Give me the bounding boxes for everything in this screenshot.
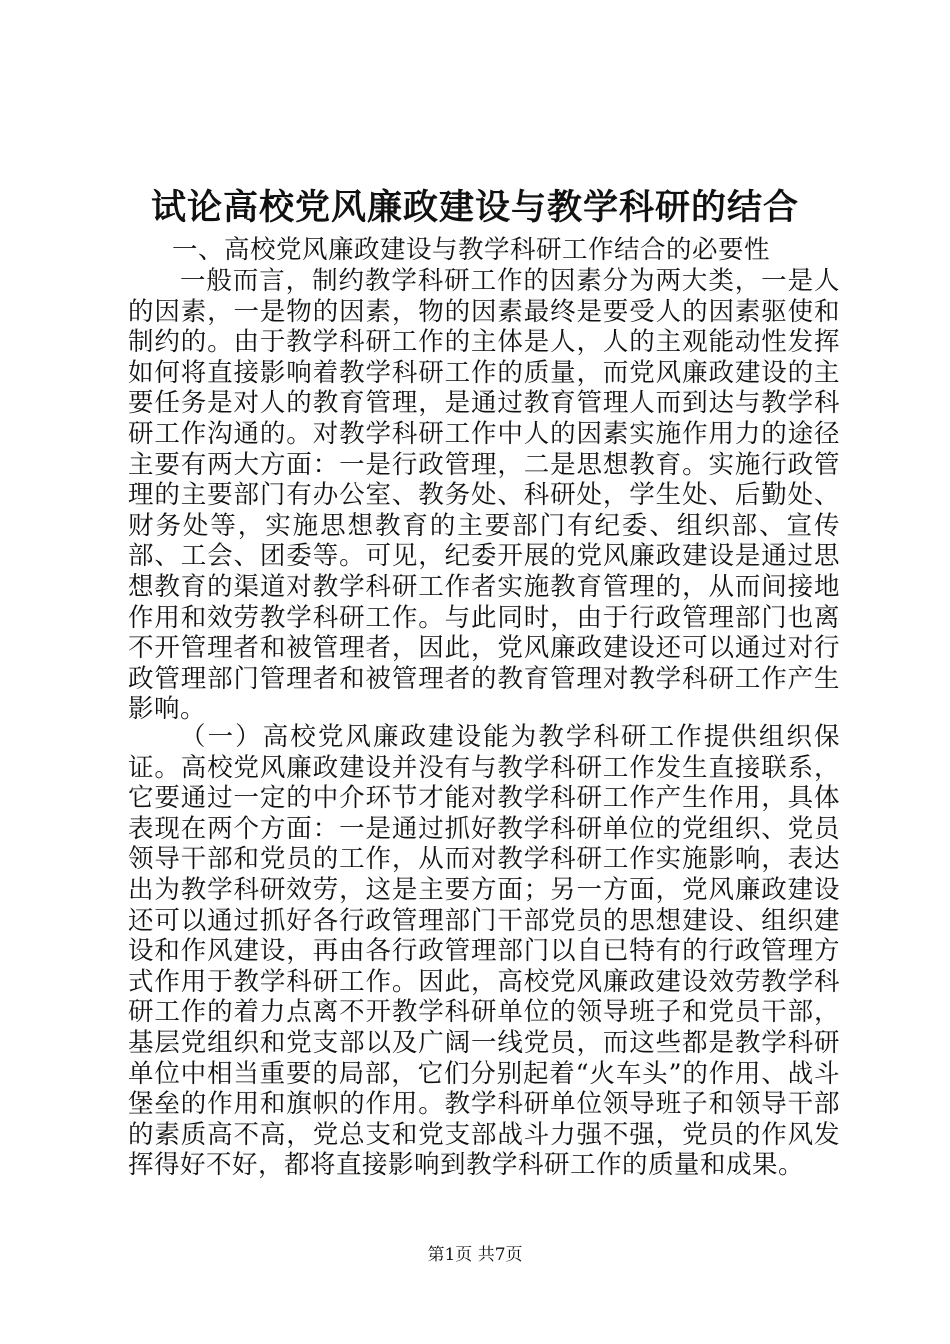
- document-title: 试论高校党风廉政建设与教学科研的结合: [150, 187, 799, 228]
- paragraph-1: 一般而言，制约教学科研工作的因素分为两大类，一是人的因素，一是物的因素，物的因素最终是要受人的因素驱使和制约的。由于教学科研工作的主体是人，人的主观能动性发挥如何将直接影响着教学科研工作的质量，而党风廉政建设的主要任务是对人的教育管理，是通过教育管理人而到达与教学科研工作沟通的。对教学科研工作中人的因素实施作用力的途径主要有两大方面：一是行政管理，二是思想教育。实施行政管理的主要部门有办公室、教务处、科研处，学生处、后勤处、财务处等，实施思想教育的主要部门有纪委、组织部、宣传部、工会、团委等。可见，纪委开展的党风廉政建设是通过思想教育的渠道对教学科研工作者实施教育管理的，从而间接地作用和效劳教学科研工作。与此同时，由于行政管理部门也离不开管理者和被管理者，因此，党风廉政建设还可以通过对行政管理部门管理者和被管理者的教育管理对教学科研工作产生影响。: [128, 266, 840, 725]
- paragraph-2: （一）高校党风廉政建设能为教学科研工作提供组织保证。高校党风廉政建设并没有与教学科研工作发生直接联系，它要通过一定的中介环节才能对教学科研工作产生作用，具体表现在两个方面：一是通过抓好教学科研单位的党组织、党员领导干部和党员的工作，从而对教学科研工作实施影响，表达出为教学科研效劳，这是主要方面；另一方面，党风廉政建设还可以通过抓好各行政管理部门干部党员的思想建设、组织建设和作风建设，再由各行政管理部门以自已特有的行政管理方式作用于教学科研工作。因此，高校党风廉政建设效劳教学科研工作的着力点离不开教学科研单位的领导班子和党员干部，基层党组织和党支部以及广阔一线党员，而这些都是教学科研单位中相当重要的局部，它们分别起着“火车头”的作用、战斗堡垒的作用和旗帜的作用。教学科研单位领导班子和领导干部的素质高不高，党总支和党支部战斗力强不强，党员的作风发挥得好不好，都将直接影响到教学科研工作的质量和成果。: [128, 722, 840, 1181]
- page-number-footer: 第1页 共7页: [427, 1245, 523, 1265]
- section-heading: 一、高校党风廉政建设与教学科研工作结合的必要性: [172, 235, 771, 265]
